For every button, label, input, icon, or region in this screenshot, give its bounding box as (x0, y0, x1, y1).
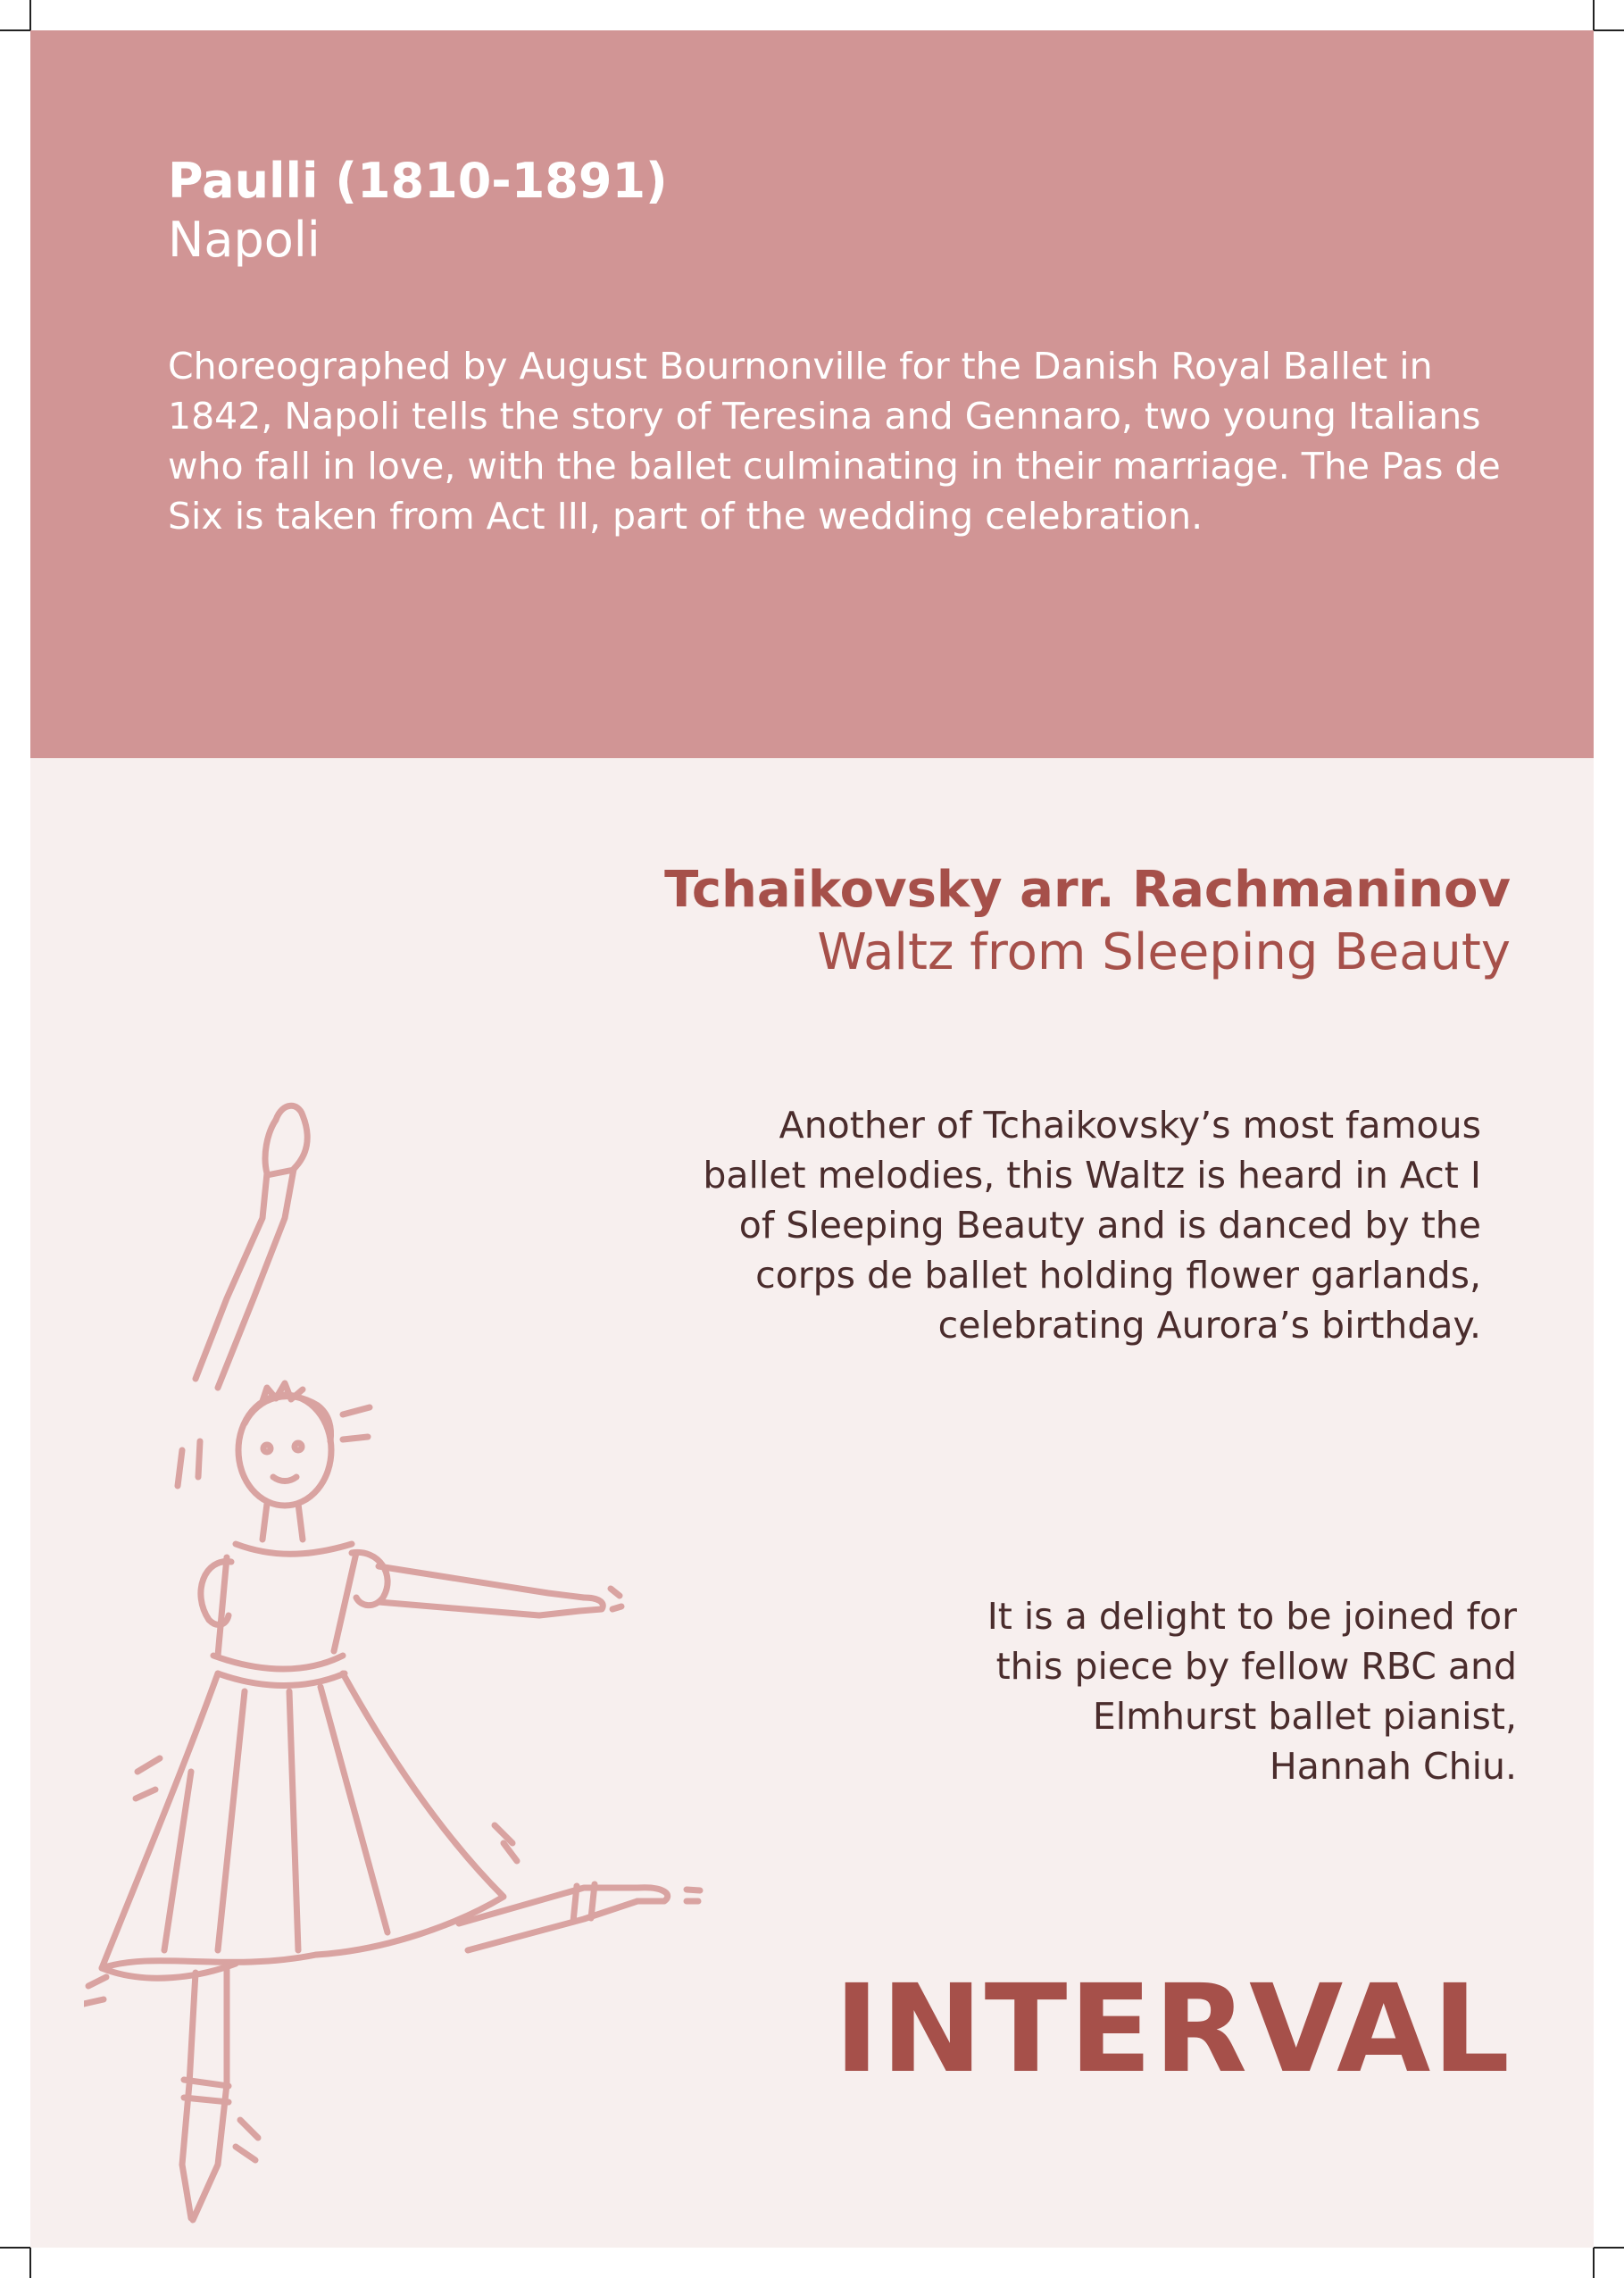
ballerina-illustration (84, 1093, 905, 2245)
composer-title: Paulli (1810-1891) (168, 153, 668, 209)
waltz-description: Another of Tchaikovsky’s most famous ballet melodies, this Waltz is heard in Act I of Sleeping Beauty and is danced by the corps de ballet holding flower garlands, celebrating Aurora’s birthday. (703, 1104, 1481, 1347)
crop-mark (1593, 0, 1595, 30)
guest-note: It is a delight to be joined for this piece by fellow RBC and Elmhurst ballet pianist, Hannah Chiu. (987, 1595, 1517, 1788)
composer-title: Tchaikovsky arr. Rachmaninov (664, 861, 1511, 919)
crop-mark (29, 2248, 31, 2278)
crop-mark (0, 2247, 30, 2249)
programme-page (30, 30, 1594, 2248)
crop-mark (1594, 2247, 1624, 2249)
napoli-panel (30, 30, 1594, 758)
crop-mark (0, 29, 30, 31)
napoli-description: Choreographed by August Bournonville for the Danish Royal Ballet in 1842, Napoli tells the story of Teresina and Gennaro, two young Italians who fall in love, with the ballet culminating in their marriage. The Pas de Six is taken from Act III, part of the wedding celebration. (168, 345, 1501, 538)
crop-mark (1594, 29, 1624, 31)
crop-mark (29, 0, 31, 30)
crop-mark (1593, 2248, 1595, 2278)
waltz-heading (664, 859, 1511, 984)
work-title: Waltz from Sleeping Beauty (817, 923, 1511, 981)
interval-label: INTERVAL (834, 1959, 1512, 2100)
napoli-heading (168, 152, 668, 270)
work-title: Napoli (168, 212, 321, 268)
